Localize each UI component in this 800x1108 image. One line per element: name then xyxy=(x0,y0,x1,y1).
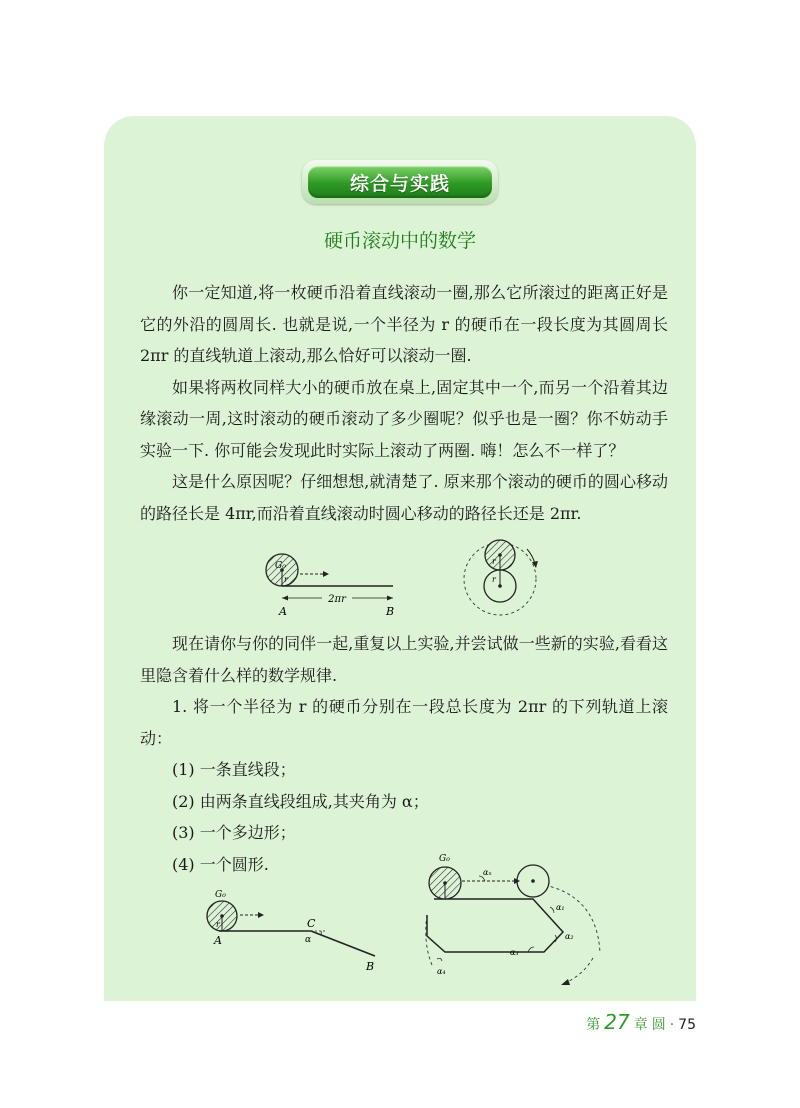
paragraph-3: 这是什么原因呢？仔细想想,就清楚了. 原来那个滚动的硬币的圆心移动的路径长是 4πr,而沿着直线滚动时圆心移动的路径长还是 2πr. xyxy=(140,472,668,523)
paragraph-2: 如果将两枚同样大小的硬币放在桌上,固定其中一个,而另一个沿着其边缘滚动一周,这时滚动的硬币滚动了多少圈呢？似乎也是一圈？你不妨动手实验一下. 你可能会发现此时实际上滚动了两圈. 嗨！怎么不一样了？ xyxy=(140,377,668,460)
point-a-label: A xyxy=(214,934,222,947)
paragraph-5: 1. 将一个半径为 r 的硬币分别在一段总长度为 2πr 的下列轨道上滚动： xyxy=(140,697,668,748)
list-item-2: (2) 由两条直线段组成,其夹角为 α； xyxy=(172,791,429,811)
point-b-label: B xyxy=(366,960,375,973)
dimension-label: 2πr xyxy=(328,594,346,605)
section-badge-label: 综合与实践 xyxy=(308,166,492,198)
angle-n-label: αₙ xyxy=(483,868,492,877)
point-a-label: A xyxy=(279,605,287,618)
radius-bottom-label: r xyxy=(492,575,496,584)
chapter-name: 圆 xyxy=(651,1017,666,1033)
page-number: 75 xyxy=(678,1017,696,1033)
angle-2-label: α₂ xyxy=(565,932,574,941)
list-item-3: (3) 一个多边形； xyxy=(172,823,296,842)
figure-polygon-track xyxy=(415,843,615,988)
center-label: G₀ xyxy=(275,561,286,571)
angle-4-label: α₄ xyxy=(437,967,446,976)
list-item-1: (1) 一条直线段； xyxy=(172,760,296,779)
point-c-label: C xyxy=(307,917,316,930)
paragraph-4: 现在请你与你的同伴一起,重复以上实验,并尝试做一些新的实验,看看这里隐含着什么样的数学规律. xyxy=(140,634,668,685)
chapter-prefix: 第 xyxy=(586,1017,601,1033)
chapter-suffix: 章 xyxy=(633,1017,648,1033)
center-label: G₀ xyxy=(439,854,450,864)
angle-1-label: α₁ xyxy=(556,903,565,912)
radius-top-label: r xyxy=(492,557,496,566)
footer-separator: · xyxy=(669,1017,675,1033)
center-label: G₀ xyxy=(215,890,226,900)
paragraph-1: 你一定知道,将一枚硬币沿着直线滚动一圈,那么它所滚过的距离正好是它的外沿的圆周长. 也就是说,一个半径为 r 的硬币在一段长度为其圆周长 2πr 的直线轨道上滚动,那么恰好可以滚动一圈. xyxy=(140,283,668,365)
figure-straight-roll xyxy=(255,540,415,620)
section-badge xyxy=(302,160,498,204)
intro-text xyxy=(140,277,668,529)
page-title: 硬币滚动中的数学 xyxy=(323,230,476,252)
radius-label: r xyxy=(216,920,220,929)
radius-label: r xyxy=(284,575,288,584)
angle-3-label: α₃ xyxy=(510,948,519,957)
point-b-label: B xyxy=(386,605,395,618)
page-footer xyxy=(586,1010,696,1034)
list-item-4: (4) 一个圆形. xyxy=(172,854,269,874)
chapter-number: 27 xyxy=(604,1010,630,1034)
angle-label: α xyxy=(305,935,312,945)
figure-coin-around-coin xyxy=(455,528,555,628)
figure-angle-track xyxy=(195,880,390,975)
